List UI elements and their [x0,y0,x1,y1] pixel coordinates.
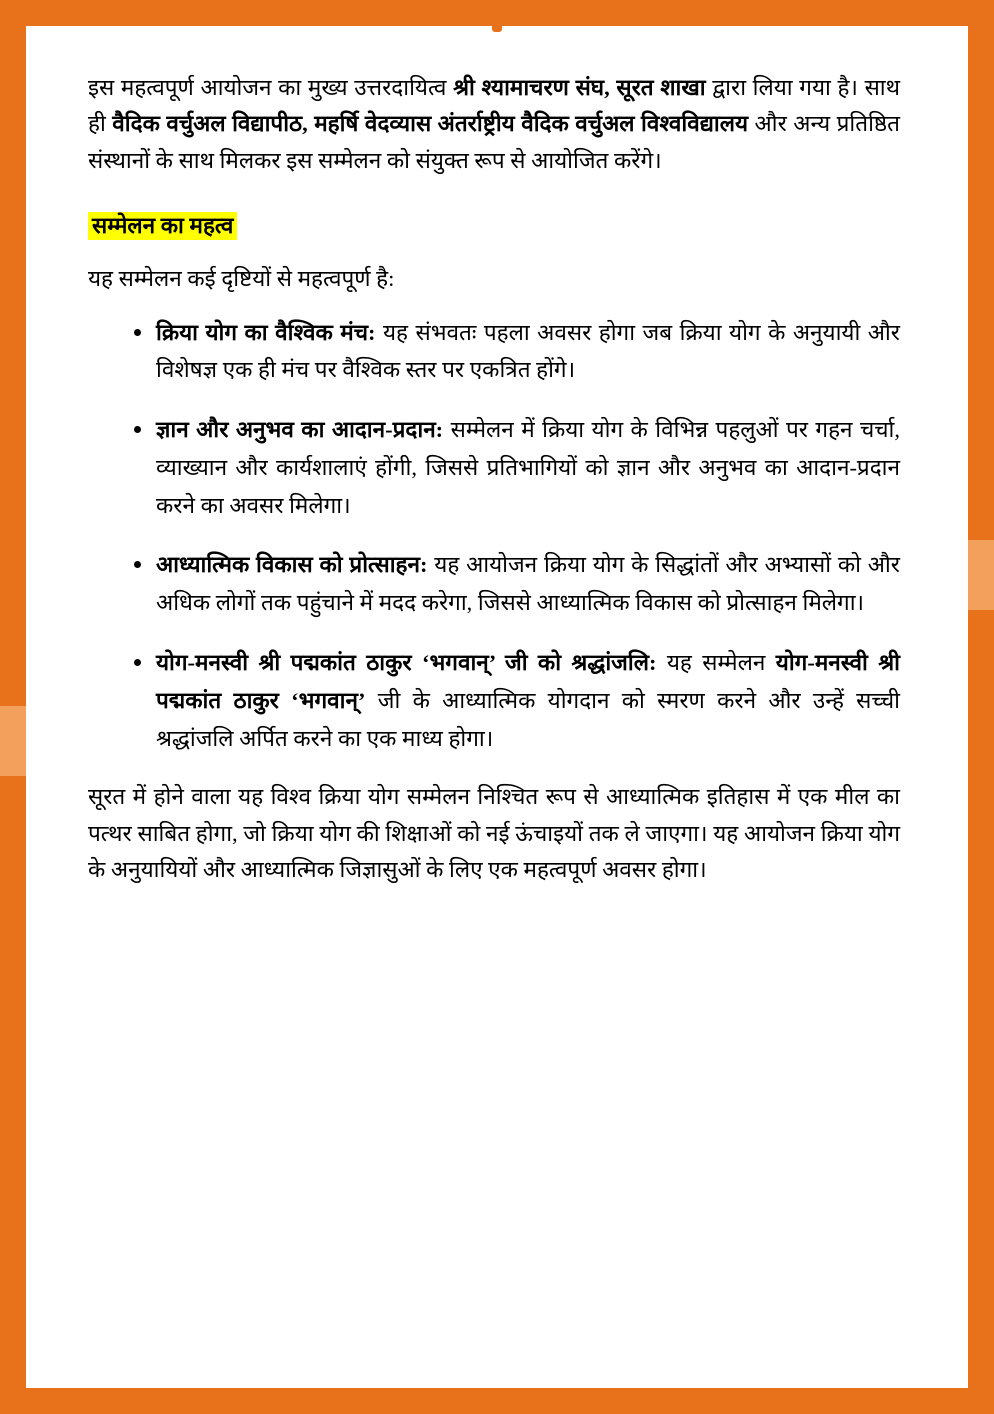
section-intro-paragraph: यह सम्मेलन कई दृष्टियों से महत्वपूर्ण है: [88,266,395,292]
list-item [134,644,900,757]
section-heading [88,209,237,243]
list-item-text-part-1: यह सम्मेलन [656,650,776,676]
list-item-text: यह संभवतः पहला अवसर होगा जब क्रिया योग के अनुयायी और विशेषज्ञ एक ही मंच पर वैश्विक स्तर पर एकत्रित होंगे। [156,319,900,383]
page-border-top [0,0,994,26]
document-sheet [26,26,968,1388]
intro-text-3: और अन्य प्रतिष्ठित संस्थानों के साथ मिलकर इस सम्मेलन को संयुक्त रूप से आयोजित करेंगे। [88,111,900,173]
organizer-name: श्री श्यामाचरण संघ, सूरत शाखा [453,75,706,100]
page-top-marker [492,26,502,32]
list-item-title: आध्यात्मिक विकास को प्रोत्साहन: [156,552,428,578]
list-item-title: योग-मनस्वी श्री पद्मकांत ठाकुर ‘भगवान्’ जी को श्रद्धांजलि: [156,650,657,676]
page-border-accent-right [968,540,994,610]
list-item-title: क्रिया योग का वैश्विक मंच: [156,319,376,345]
section-heading-text: सम्मेलन का महत्व [88,212,237,240]
page-border-bottom [0,1388,994,1414]
list-item-text-part-2: जी के आध्यात्मिक योगदान को स्मरण करने और उन्हें सच्ची श्रद्धांजलि अर्पित करने का एक माध्य होगा। [156,687,900,751]
list-item-title: ज्ञान और अनुभव का आदान-प्रदान: [156,417,444,443]
partner-institutions: वैदिक वर्चुअल विद्यापीठ, महर्षि वेदव्यास अंतर्राष्ट्रीय वैदिक वर्चुअल विश्वविद्यालय [112,111,749,137]
list-item-text: सम्मेलन में क्रिया योग के विभिन्न पहलुओं पर गहन चर्चा, व्याख्यान और कार्यशालाएं होंगी, जिससे प्रतिभागियों को ज्ञान और अनुभव का आदान-प्रदान करने का अवसर मिलेगा। [156,417,900,518]
list-item [134,314,900,390]
intro-text-1: इस महत्वपूर्ण आयोजन का मुख्य उत्तरदायित्व [88,75,454,100]
list-item [134,546,900,622]
intro-paragraph [88,70,900,179]
intro-text-2: द्वारा लिया गया है। साथ ही [88,75,900,137]
document-body [88,70,900,889]
closing-paragraph: सूरत में होने वाला यह विश्व क्रिया योग सम्मेलन निश्चित रूप से आध्यात्मिक इतिहास में एक मील का पत्थर साबित होगा, जो क्रिया योग की शिक्षाओं को नई ऊंचाइयों तक ले जाएगा। यह आयोजन क्रिया योग के अनुयायियों और आध्यात्मिक जिज्ञासुओं के लिए एक महत्वपूर्ण अवसर होगा। [88,784,900,883]
page-border-accent-left [0,706,26,776]
significance-list [88,314,900,758]
list-item-text-emphasis: योग-मनस्वी श्री पद्मकांत ठाकुर ‘भगवान्’ [156,650,901,713]
page-border-right [968,0,994,1414]
list-item [134,411,900,524]
list-item-text: यह आयोजन क्रिया योग के सिद्धांतों और अभ्यासों को और अधिक लोगों तक पहुंचाने में मदद करेगा, जिससे आध्यात्मिक विकास को प्रोत्साहन मिलेगा। [156,552,901,616]
